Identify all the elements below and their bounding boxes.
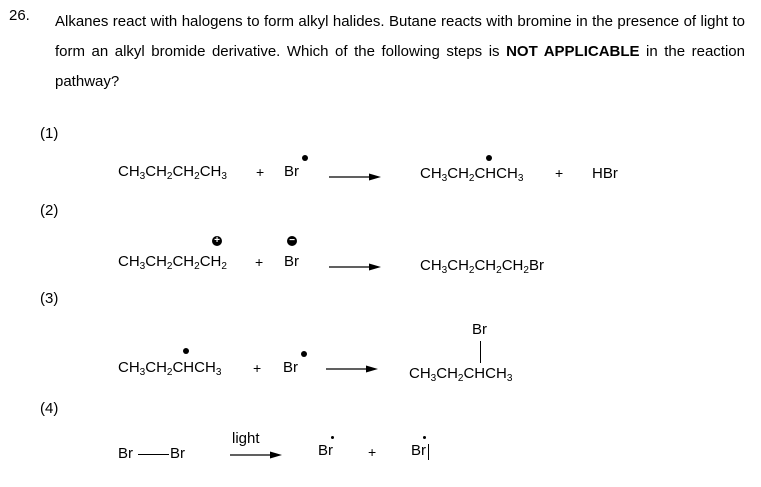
option-1-product1: $CH_3CH_2CHCH_3$ (420, 165, 524, 184)
negative-charge-icon: − (287, 236, 297, 246)
question-text (55, 7, 745, 97)
option-3-bromine-radical: Br (283, 359, 298, 376)
option-3-plus: + (253, 360, 262, 376)
radical-dot (302, 155, 308, 161)
option-4-reactant-bromine-left: Br (118, 445, 133, 462)
reaction-arrow (326, 364, 378, 374)
option-4-reactant-bromine-right: Br (170, 445, 185, 462)
question-emphasis: NOT APPLICABLE (506, 43, 640, 60)
option-1-label: (1) (40, 125, 59, 142)
option-2-label: (2) (40, 202, 59, 219)
question-text-part2: in the reaction pathway? (55, 43, 745, 90)
radical-dot (301, 351, 307, 357)
question-text-part1: Alkanes react with halogens to form alkyl halides. Butane reacts with bromine in the presence of light to form an alkyl bromide derivative. Which of the following steps is (55, 13, 745, 60)
positive-charge-icon: + (212, 236, 222, 246)
option-4-plus: + (368, 444, 377, 460)
option-2-plus: + (255, 254, 264, 270)
option-2-reactant1: $CH_3CH_2CH_2CH_2$ (118, 253, 227, 272)
option-1-plus-2: + (555, 165, 564, 181)
option-1-bromine-radical: Br (284, 163, 299, 180)
option-4-product-radical-2: Br (411, 442, 426, 459)
radical-dot (331, 436, 334, 439)
bromine-bond (138, 454, 169, 455)
question-number: 26. (9, 7, 30, 24)
radical-dot (486, 155, 492, 161)
option-2-bromide-anion: Br (284, 253, 299, 270)
single-bond (480, 341, 481, 363)
option-1-plus-1: + (256, 164, 265, 180)
reaction-arrow (329, 172, 381, 182)
option-4-arrow-label: light (232, 430, 260, 447)
option-4-product-radical-1: Br (318, 442, 333, 459)
radical-dot (183, 348, 189, 354)
reaction-arrow (230, 450, 282, 460)
option-1-product2: HBr (592, 165, 618, 182)
option-3-product: $CH_3CH_2CHCH_3$ (409, 365, 513, 384)
reaction-arrow (329, 262, 381, 272)
option-3-reactant1: $CH_3CH_2CHCH_3$ (118, 359, 222, 378)
option-3-label: (3) (40, 290, 59, 307)
text-cursor (428, 444, 429, 460)
option-2-product: $CH_3CH_2CH_2CH_2Br$ (420, 257, 544, 276)
option-1-reactant1: $CH_3CH_2CH_2CH_3$ (118, 163, 227, 182)
option-4-label: (4) (40, 400, 59, 417)
option-3-product-substituent: Br (472, 321, 487, 338)
radical-dot (423, 436, 426, 439)
